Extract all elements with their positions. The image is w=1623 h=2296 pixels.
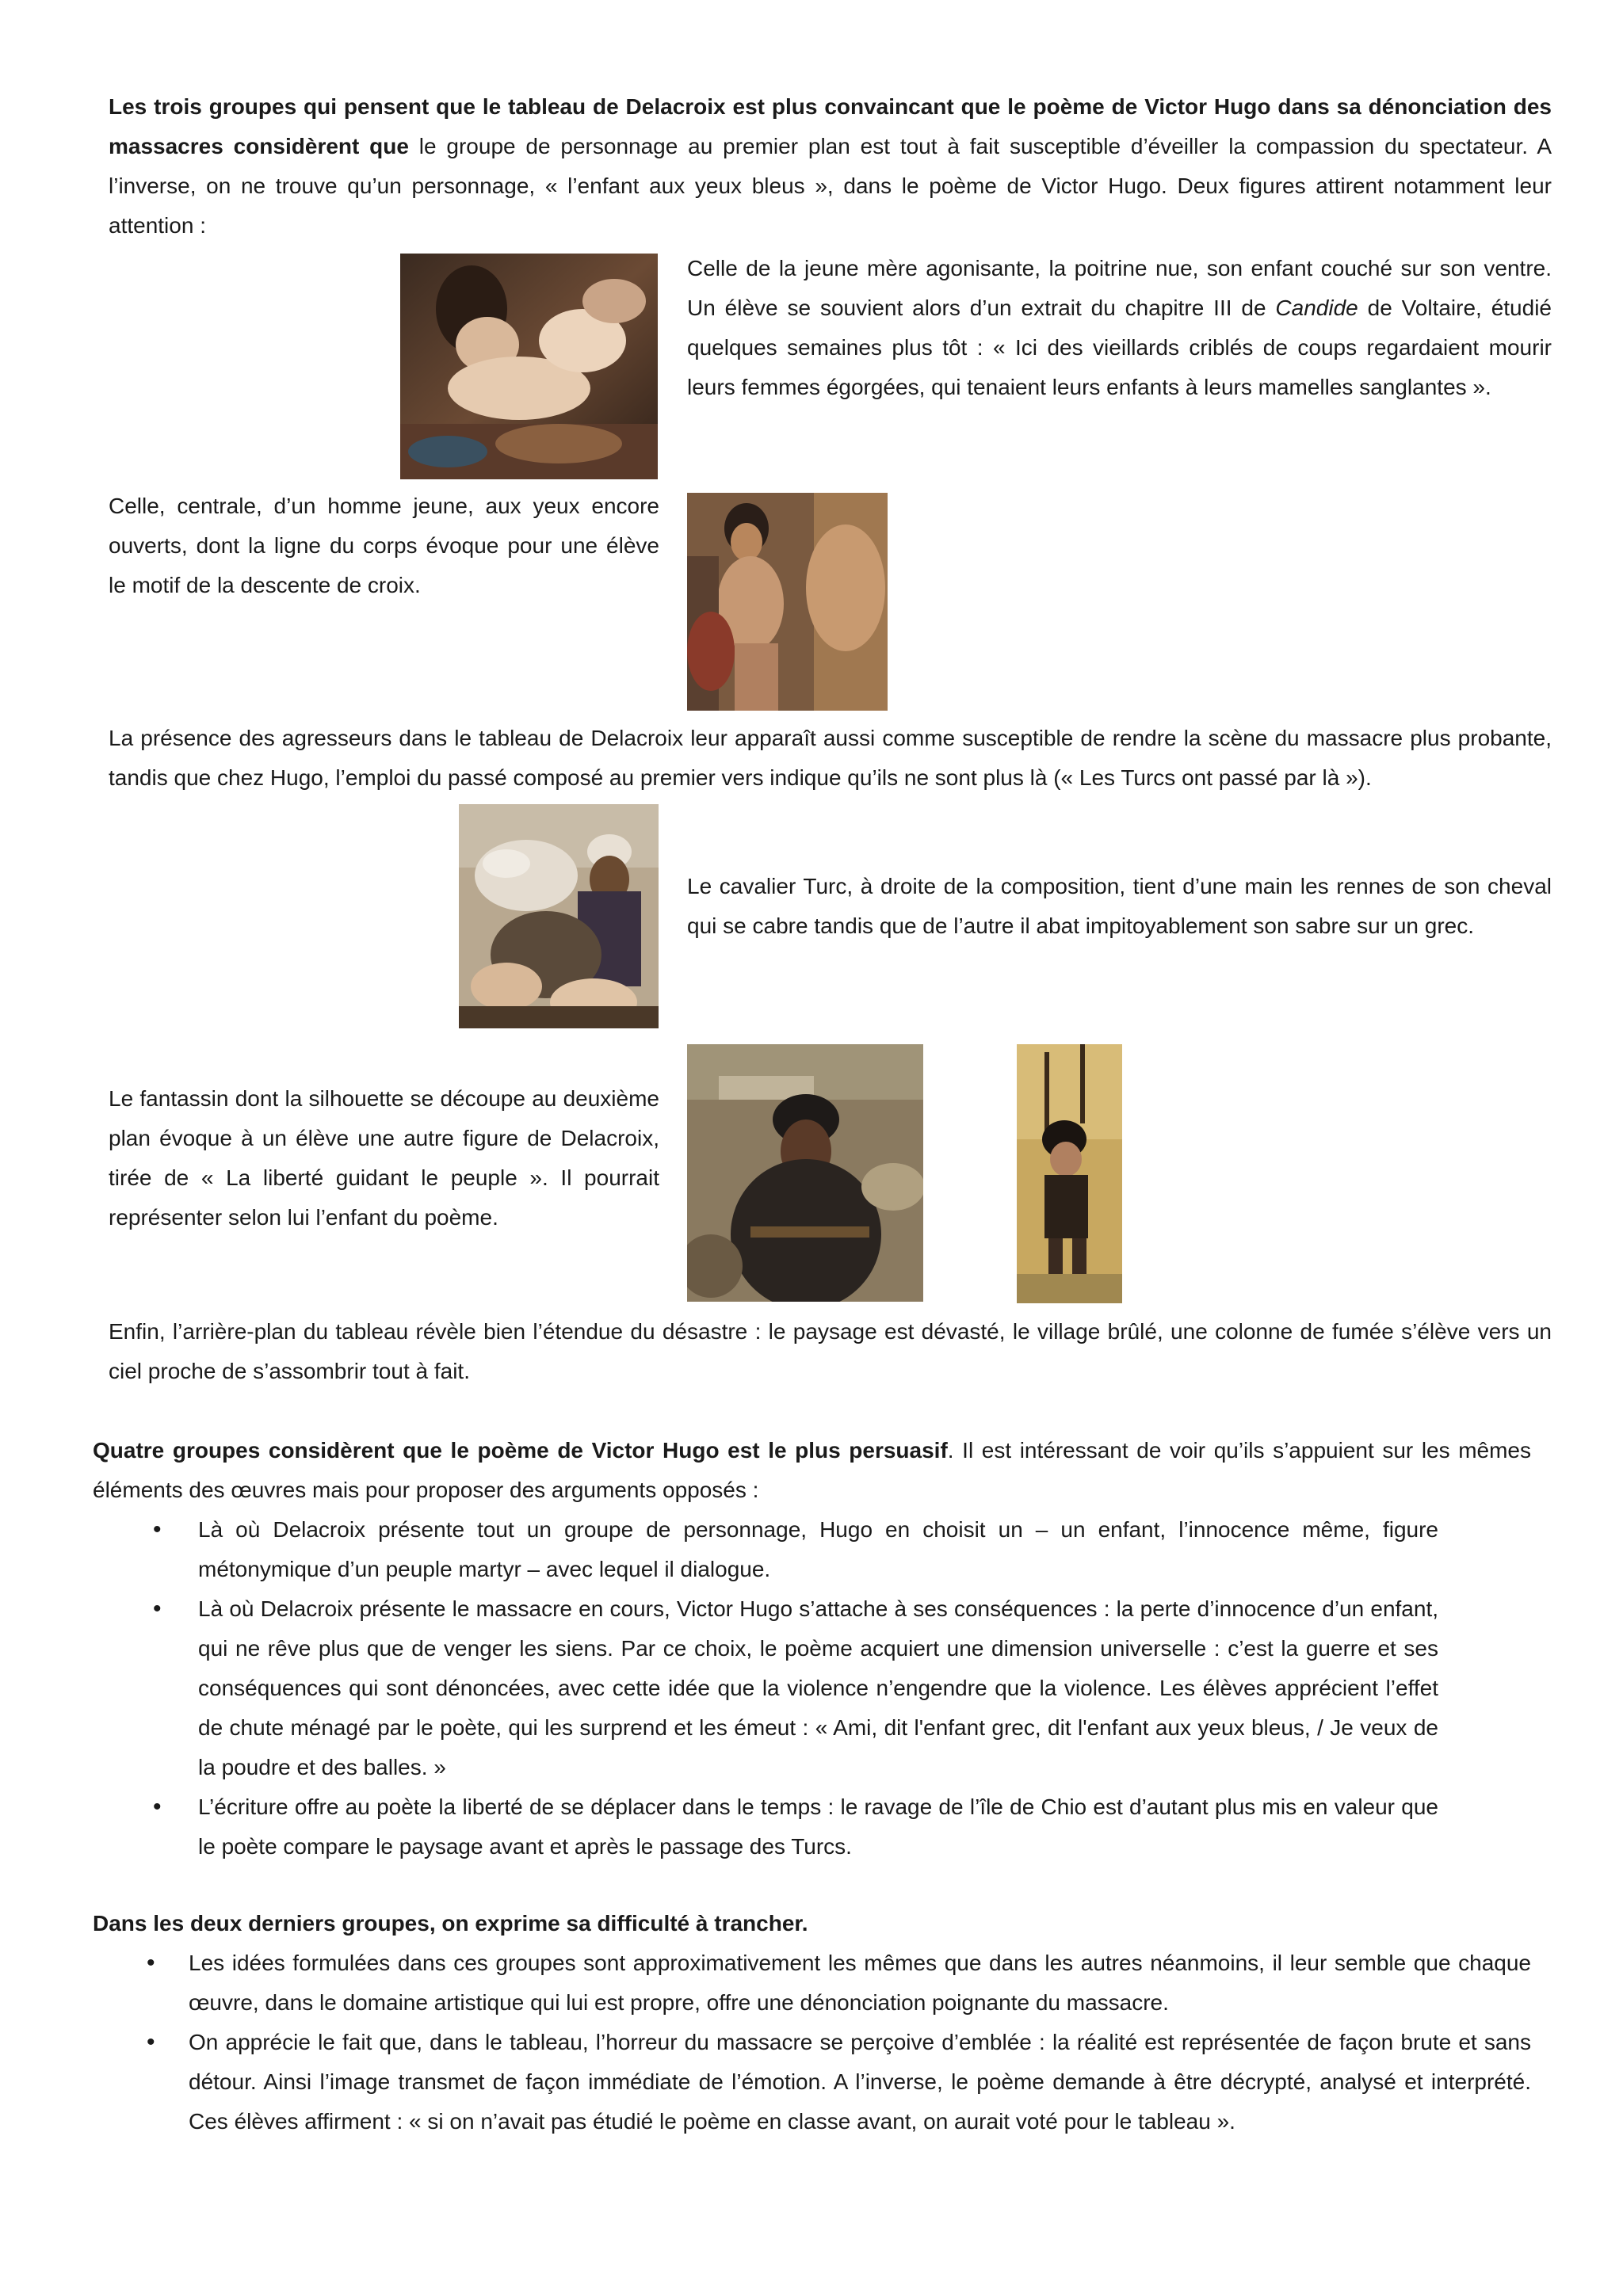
cavalier-text: Le cavalier Turc, à droite de la composition, tient d’une main les rennes de son cheval qui se cabre tandis que de l’autre il abat impitoyablement son sabre sur un grec. bbox=[687, 874, 1552, 938]
section2-bullet-list bbox=[0, 1510, 1438, 1867]
liberte-guidant-le-peuple-detail-image bbox=[1017, 1044, 1122, 1303]
list-item: • Là où Delacroix présente tout un groupe de personnage, Hugo en choisit un – un enfant, l’innocence même, figure métonymique d’un peuple martyr – avec lequel il dialogue. bbox=[93, 1510, 1438, 1589]
intro-text: le groupe de personnage au premier plan est tout à fait susceptible d’éveiller la compassion du spectateur. A l’inverse, on ne trouve qu’un personnage, « l’enfant aux yeux bleus », dans le poème de Victor Hugo. Deux figures attirent notamment leur attention : bbox=[109, 134, 1552, 238]
painting-detail-cavalier-image bbox=[459, 804, 659, 1028]
mother-paragraph bbox=[687, 249, 1552, 407]
section2-intro-text: . Il est intéressant de voir qu’ils s’appuient sur les mêmes éléments des œuvres mais pour proposer des arguments opposés : bbox=[93, 1438, 1531, 1502]
painting-detail-young-man-image bbox=[687, 493, 888, 711]
intro-paragraph bbox=[109, 87, 1552, 246]
aggressors-text: La présence des agresseurs dans le tableau de Delacroix leur apparaît aussi comme susceptible de rendre la scène du massacre plus probante, tandis que chez Hugo, l’emploi du passé composé au premier vers indique qu’ils ne sont plus là (« Les Turcs ont passé par là »). bbox=[109, 726, 1552, 790]
fantassin-text: Le fantassin dont la silhouette se découpe au deuxième plan évoque à un élève une autre figure de Delacroix, tirée de « La liberté guidant le peuple ». Il pourrait représenter selon lui l’enfant du poème. bbox=[109, 1086, 659, 1230]
section3-bold-text: Dans les deux derniers groupes, on exprime sa difficulté à trancher. bbox=[93, 1911, 808, 1936]
cavalier-paragraph bbox=[687, 867, 1552, 946]
section3-bullet-list bbox=[93, 1943, 1531, 2142]
painting-detail-mother-image bbox=[400, 254, 658, 479]
section-poem-persuasive bbox=[93, 1431, 1531, 1867]
section2-bold-text: Quatre groupes considèrent que le poème de Victor Hugo est le plus persuasif bbox=[93, 1438, 948, 1463]
young-man-text: Celle, centrale, d’un homme jeune, aux yeux encore ouverts, dont la ligne du corps évoque pour une élève le motif de la descente de croix. bbox=[109, 494, 659, 597]
section-hesitant bbox=[93, 1904, 1531, 2142]
list-item: • Là où Delacroix présente le massacre en cours, Victor Hugo s’attache à ses conséquences : la perte d’innocence d’un enfant, qui ne rêve plus que de venger les siens. Par ce choix, le poème acquiert une dimension universelle : c’est la guerre et ses conséquences qui sont dénoncées, avec cette idée que la violence n’engendre que la violence. Les élèves apprécient l’effet de chute ménagé par le poète, qui les surprend et les émeut : « Ami, dit l'enfant grec, dit l'enfant aux yeux bleus, / Je veux de la poudre et des balles. » bbox=[93, 1589, 1438, 1787]
mother-text-b: de Voltaire, étudié quelques semaines plus tôt : « Ici des vieillards criblés de coups regardaient mourir leurs femmes égorgées, qui tenaient leurs enfants à leurs mamelles sanglantes ». bbox=[687, 296, 1552, 399]
young-man-paragraph bbox=[109, 486, 659, 605]
painting-detail-fantassin-image bbox=[687, 1044, 923, 1302]
list-item: • Les idées formulées dans ces groupes sont approximativement les mêmes que dans les autres néanmoins, il leur semble que chaque œuvre, dans le domaine artistique qui lui est propre, offre une dénonciation poignante du massacre. bbox=[93, 1943, 1531, 2023]
list-item: • On apprécie le fait que, dans le tableau, l’horreur du massacre se perçoive d’emblée : la réalité est représentée de façon brute et sans détour. Ainsi l’image transmet de façon immédiate de l’émotion. A l’inverse, le poème demande à être décrypté, analysé et interprété. Ces élèves affirment : « si on n’avait pas étudié le poème en classe avant, on aurait voté pour le tableau ». bbox=[93, 2023, 1531, 2142]
background-text: Enfin, l’arrière-plan du tableau révèle bien l’étendue du désastre : le paysage est dévasté, le village brûlé, une colonne de fumée s’élève vers un ciel proche de s’assombrir tout à fait. bbox=[109, 1319, 1552, 1383]
list-item: • L’écriture offre au poète la liberté de se déplacer dans le temps : le ravage de l’île de Chio est d’autant plus mis en valeur que le poète compare le paysage avant et après le passage des Turcs. bbox=[93, 1787, 1438, 1867]
intro-bold-text: Les trois groupes qui pensent que le tableau de Delacroix est plus convaincant que le poème de Victor Hugo dans sa dénonciation des massacres considèrent que bbox=[109, 94, 1552, 158]
mother-text-a: Celle de la jeune mère agonisante, la poitrine nue, son enfant couché sur son ventre. Un élève se souvient alors d’un extrait du chapitre III de bbox=[687, 256, 1552, 320]
candide-title: Candide bbox=[1275, 296, 1358, 320]
aggressors-paragraph bbox=[109, 719, 1552, 798]
fantassin-paragraph bbox=[109, 1079, 659, 1238]
background-paragraph bbox=[109, 1312, 1552, 1391]
